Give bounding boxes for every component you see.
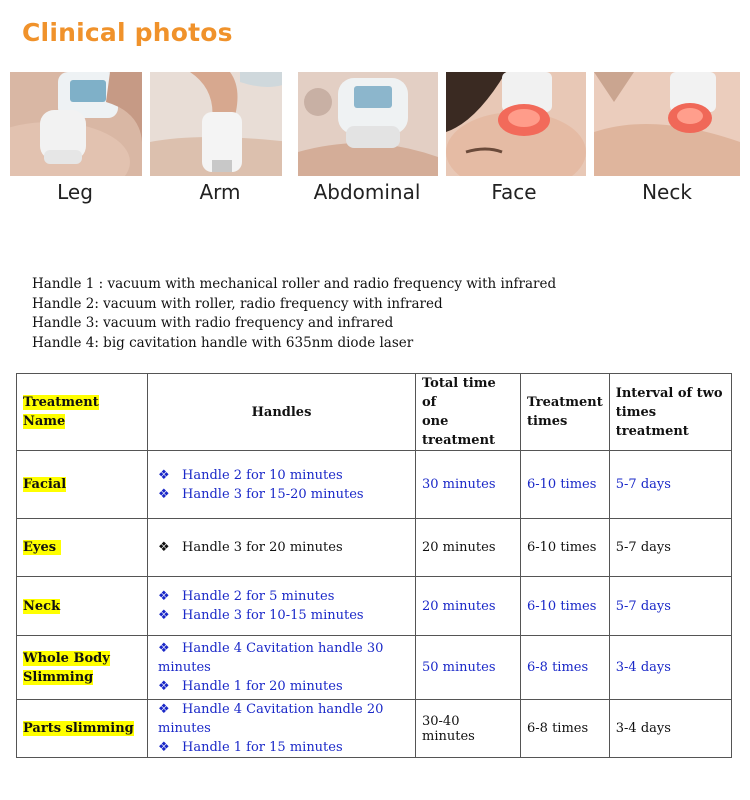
handle-description: Handle 3: vacuum with radio frequency and infrared — [32, 315, 394, 331]
cell-interval: 5-7 days — [609, 519, 731, 577]
caption-abdominal: Abdominal — [313, 180, 421, 204]
table-row — [17, 577, 732, 636]
cell-interval: 5-7 days — [609, 451, 731, 519]
bullet-icon: ❖ — [158, 608, 170, 623]
table-row — [17, 636, 732, 700]
cell-treatment-name: Whole Body Slimming — [17, 636, 148, 700]
cell-treatment-name: Eyes — [17, 519, 148, 577]
cell-interval: 3-4 days — [609, 636, 731, 700]
caption-arm: Arm — [199, 180, 241, 204]
cell-total-time: 20 minutes — [416, 577, 521, 636]
bullet-icon: ❖ — [158, 702, 170, 717]
bullet-icon: ❖ — [158, 589, 170, 604]
caption-face: Face — [491, 180, 537, 204]
cell-treatment-times: 6-10 times — [521, 519, 610, 577]
table-row — [17, 451, 732, 519]
cell-treatment-name: Parts slimming — [17, 700, 148, 758]
photo-arm — [150, 72, 282, 176]
header-interval: Interval of two times treatment — [609, 374, 731, 451]
header-total-time: Total time of one treatment — [416, 374, 521, 451]
handle-description: Handle 2: vacuum with roller, radio frequency with infrared — [32, 295, 443, 312]
bullet-icon: ❖ — [158, 679, 170, 694]
clinical-photos-strip — [10, 72, 740, 178]
cell-handles: ❖ Handle 4 Cavitation handle 20 minutes ❖ Handle 1 for 15 minutes — [148, 700, 416, 758]
cell-handles: ❖ Handle 2 for 5 minutes ❖ Handle 3 for 10-15 minutes — [148, 577, 416, 636]
caption-neck: Neck — [642, 180, 692, 204]
handle-descriptions — [32, 275, 556, 353]
header-handles: Handles — [148, 374, 416, 451]
photo-neck — [594, 72, 740, 176]
photo-leg — [10, 72, 142, 176]
treatment-table — [16, 373, 732, 758]
table-row — [17, 519, 732, 577]
cell-treatment-name: Facial — [17, 451, 148, 519]
cell-treatment-name: Neck — [17, 577, 148, 636]
photo-abdominal — [298, 72, 438, 176]
cell-treatment-times: 6-10 times — [521, 451, 610, 519]
table-row — [17, 700, 732, 758]
cell-treatment-times: 6-8 times — [521, 700, 610, 758]
cell-treatment-times: 6-10 times — [521, 577, 610, 636]
bullet-icon: ❖ — [158, 486, 170, 502]
cell-interval: 5-7 days — [609, 577, 731, 636]
cell-interval: 3-4 days — [609, 700, 731, 758]
cell-total-time: 30 minutes — [416, 451, 521, 519]
caption-leg: Leg — [57, 180, 93, 204]
bullet-icon: ❖ — [158, 740, 170, 755]
cell-total-time: 30-40 minutes — [416, 700, 521, 758]
bullet-icon: ❖ — [158, 467, 170, 483]
cell-total-time: 20 minutes — [416, 519, 521, 577]
bullet-icon: ❖ — [158, 540, 170, 555]
header-treatment-times: Treatment times — [521, 374, 610, 451]
header-treatment-name: Treatment Name — [17, 374, 148, 451]
cell-handles: ❖ Handle 3 for 20 minutes — [148, 519, 416, 577]
handle-description: Handle 1 : vacuum with mechanical roller and radio frequency with infrared — [32, 276, 557, 292]
handle-description: Handle 4: big cavitation handle with 635nm diode laser — [32, 334, 414, 351]
cell-treatment-times: 6-8 times — [521, 636, 610, 700]
photo-face — [446, 72, 586, 176]
table-header-row — [17, 374, 732, 451]
cell-handles: ❖ Handle 2 for 10 minutes ❖ Handle 3 for 15-20 minutes — [148, 451, 416, 519]
bullet-icon: ❖ — [158, 641, 170, 656]
page-title: Clinical photos — [22, 18, 233, 47]
cell-handles: ❖ Handle 4 Cavitation handle 30 minutes ❖ Handle 1 for 20 minutes — [148, 636, 416, 700]
cell-total-time: 50 minutes — [416, 636, 521, 700]
